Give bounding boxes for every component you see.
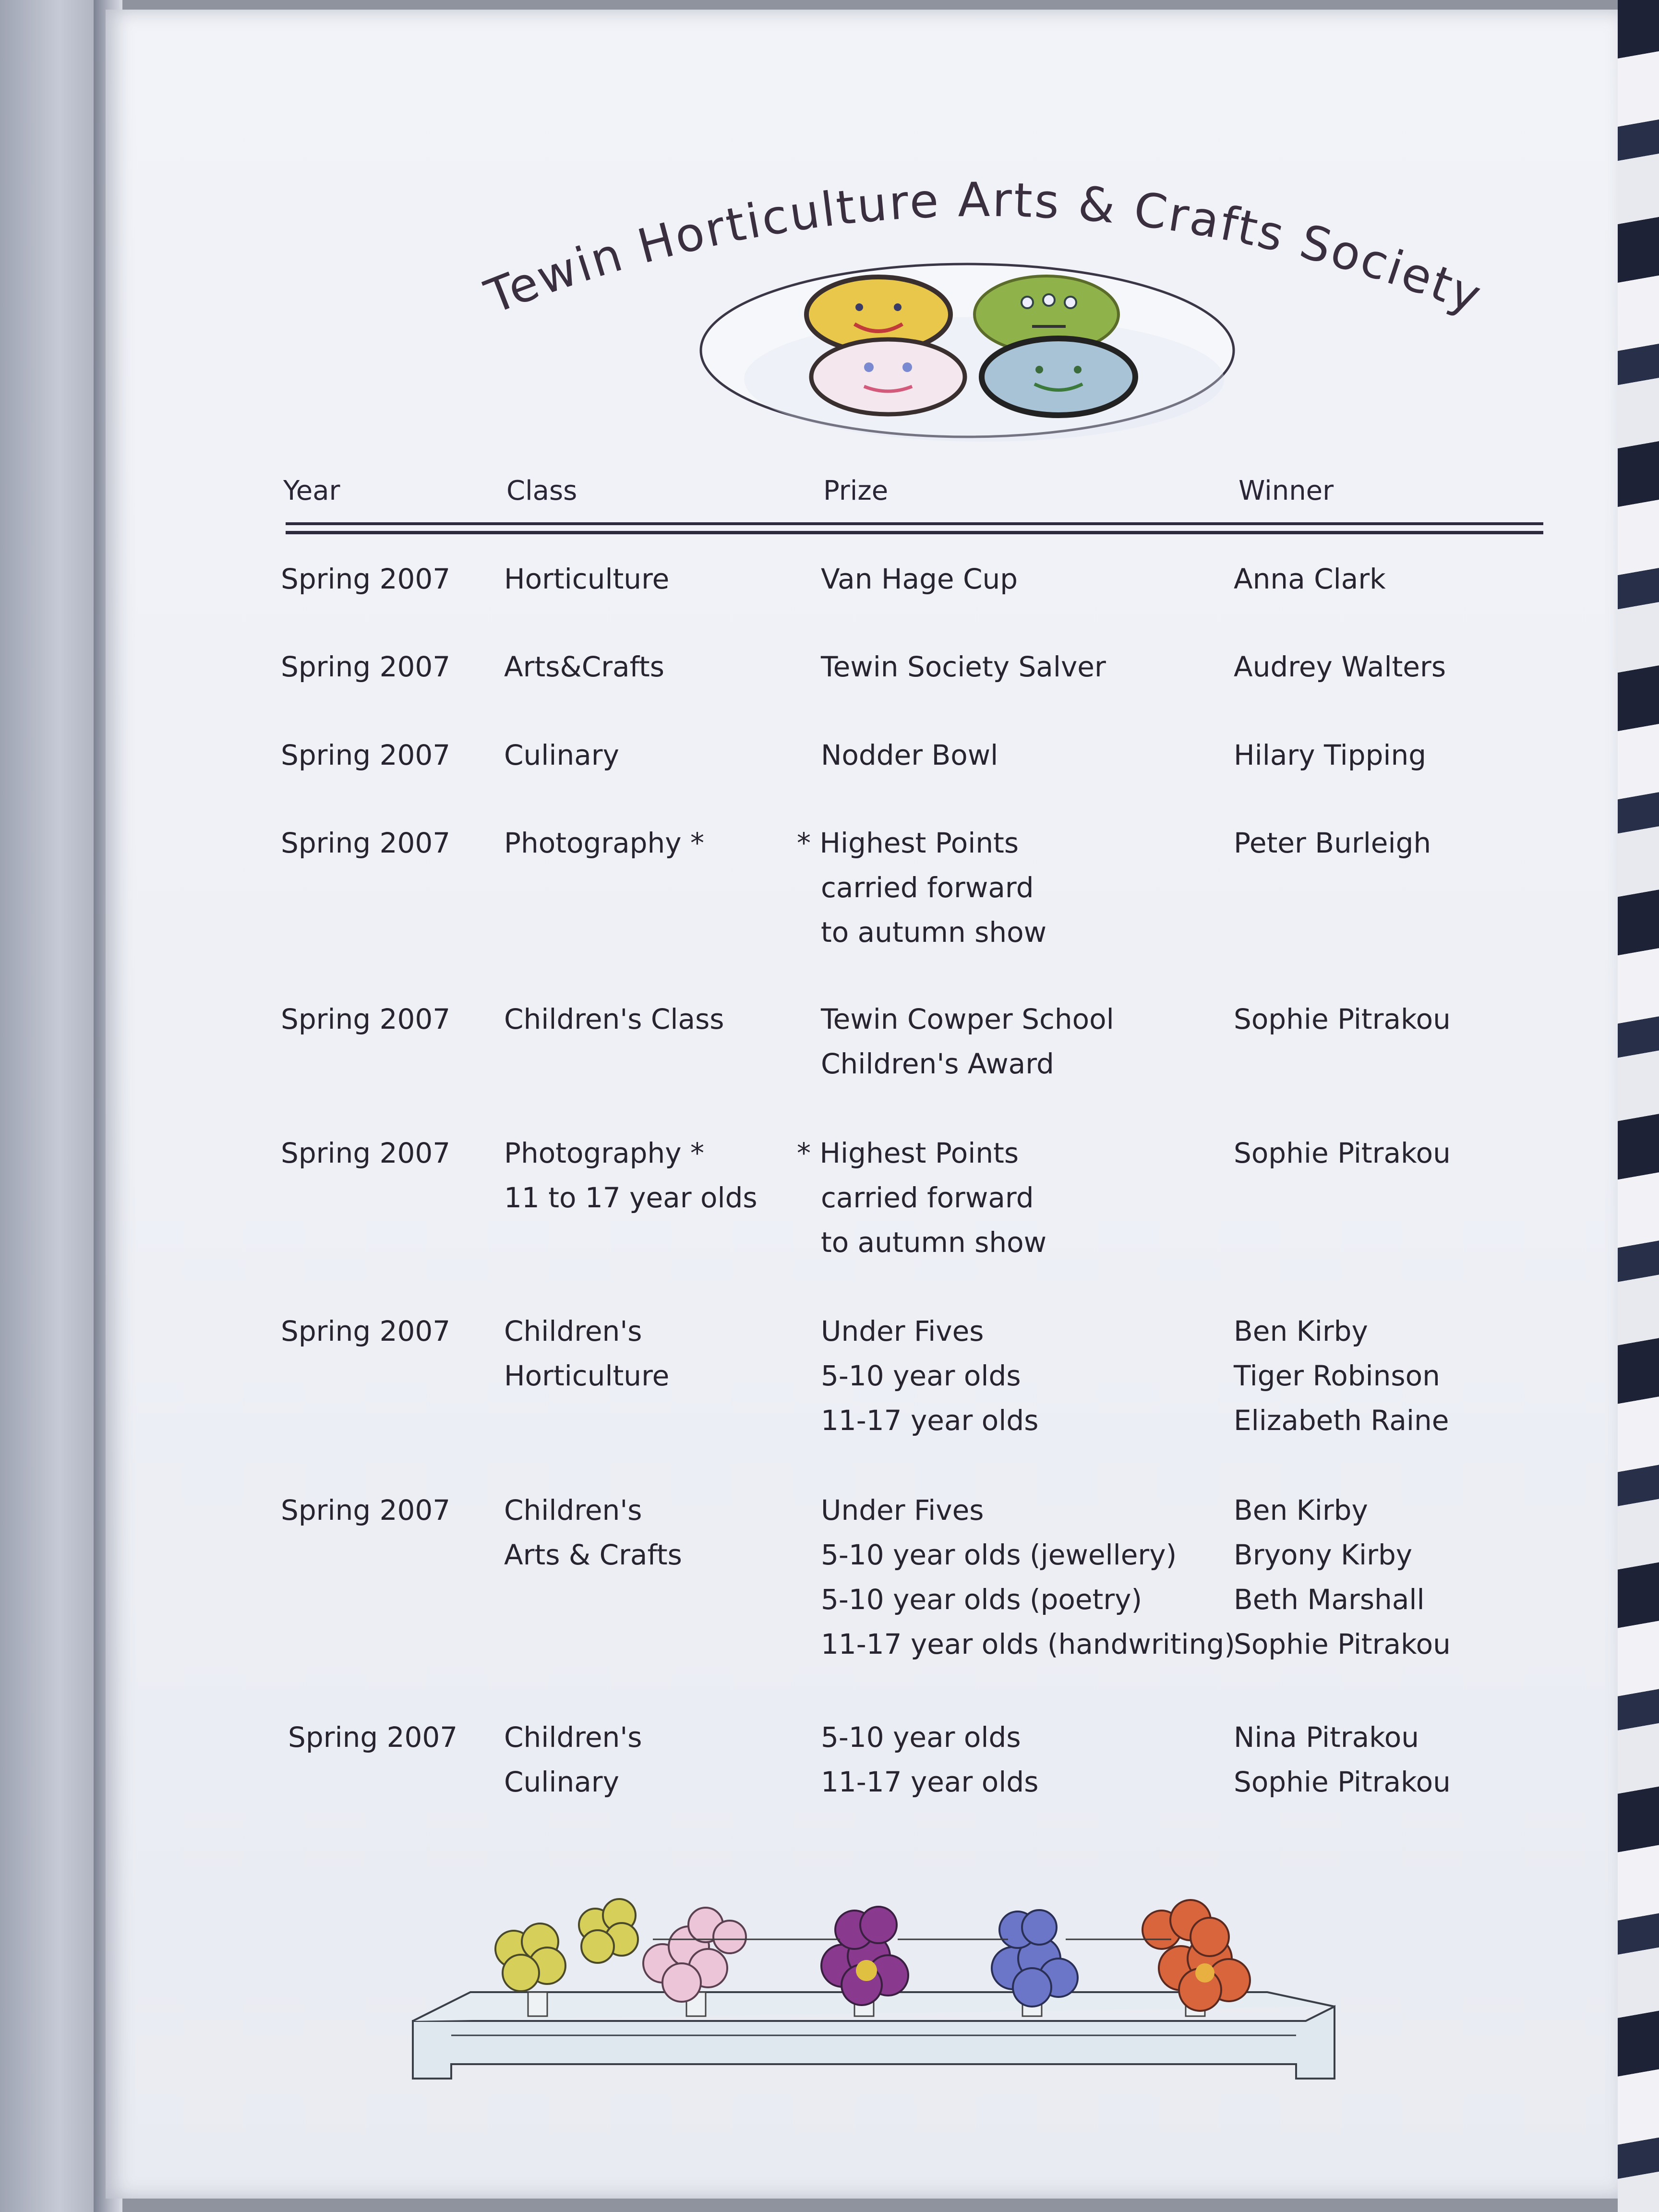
cell-winner — [1234, 645, 1446, 689]
header-rule-bottom — [286, 531, 1543, 534]
facing-page — [0, 0, 108, 2212]
cell-winner — [1234, 557, 1386, 601]
prize-line: to autumn show — [821, 916, 1047, 949]
cell-winner — [1234, 733, 1426, 778]
winner-line: Sophie Pitrakou — [1234, 1003, 1451, 1035]
winner-line: Elizabeth Raine — [1234, 1404, 1449, 1437]
column-header-class: Class — [506, 475, 577, 506]
class-line: Children's Class — [504, 1003, 724, 1035]
prize-line: 5-10 year olds — [821, 1721, 1021, 1754]
cell-winner — [1234, 1715, 1451, 1804]
cell-winner — [1234, 1488, 1451, 1667]
cell-prize — [797, 1131, 1046, 1265]
title-text: Tewin Horticulture Arts & Crafts Society — [480, 172, 1488, 325]
plate-illustration — [696, 230, 1238, 446]
cell-year: Spring 2007 — [281, 563, 451, 595]
cell-year: Spring 2007 — [281, 739, 451, 771]
cell-prize — [821, 1309, 1038, 1443]
prize-line: 5-10 year olds (jewellery) — [821, 1539, 1177, 1571]
winner-line: Beth Marshall — [1234, 1583, 1425, 1616]
cell-class — [504, 1715, 642, 1804]
prize-line: 11-17 year olds (handwriting) — [821, 1628, 1235, 1660]
background-fabric — [1618, 0, 1659, 2212]
winner-line: Sophie Pitrakou — [1234, 1628, 1451, 1660]
cell-year: Spring 2007 — [281, 827, 451, 859]
cell-prize — [797, 821, 1046, 955]
winner-line: Anna Clark — [1234, 563, 1386, 595]
winner-line: Sophie Pitrakou — [1234, 1766, 1451, 1798]
winner-line: Hilary Tipping — [1234, 739, 1427, 771]
prize-line: 5-10 year olds — [821, 1359, 1021, 1392]
winner-line: Ben Kirby — [1234, 1315, 1368, 1347]
prize-line: Children's Award — [821, 1047, 1054, 1080]
book-page — [106, 10, 1618, 2199]
class-line: Culinary — [504, 1766, 619, 1798]
prize-line: to autumn show — [821, 1226, 1047, 1259]
cell-year: Spring 2007 — [288, 1721, 458, 1754]
class-line: 11 to 17 year olds — [504, 1181, 757, 1214]
column-header-year: Year — [283, 475, 340, 506]
cell-year: Spring 2007 — [281, 1003, 451, 1035]
cell-class — [504, 1488, 682, 1577]
class-line: Photography * — [504, 827, 704, 859]
cell-class — [504, 1309, 669, 1398]
winner-line: Peter Burleigh — [1234, 827, 1431, 859]
winner-line: Sophie Pitrakou — [1234, 1137, 1451, 1169]
class-line: Children's — [504, 1721, 642, 1754]
prize-line: 11-17 year olds — [821, 1766, 1039, 1798]
class-line: Children's — [504, 1315, 642, 1347]
class-line: Horticulture — [504, 1359, 670, 1392]
cell-prize — [821, 733, 998, 778]
cell-winner — [1234, 1131, 1451, 1176]
winner-line: Tiger Robinson — [1234, 1359, 1440, 1392]
cell-year: Spring 2007 — [281, 1494, 451, 1527]
winner-line: Ben Kirby — [1234, 1494, 1368, 1527]
column-header-prize: Prize — [823, 475, 889, 506]
prize-line: * Highest Points — [797, 1137, 1019, 1169]
cell-class — [504, 645, 664, 689]
class-line: Children's — [504, 1494, 642, 1527]
prize-line: Under Fives — [821, 1494, 984, 1527]
winner-line: Nina Pitrakou — [1234, 1721, 1419, 1754]
cell-prize — [821, 1715, 1038, 1804]
column-header-winner: Winner — [1238, 475, 1334, 506]
cell-prize — [821, 645, 1106, 689]
prize-line: Under Fives — [821, 1315, 984, 1347]
prize-line: Nodder Bowl — [821, 739, 998, 771]
cell-prize — [821, 1488, 1235, 1667]
cell-year: Spring 2007 — [281, 650, 451, 683]
table-header — [106, 475, 1618, 514]
prize-line: Van Hage Cup — [821, 563, 1018, 595]
prize-line: Tewin Society Salver — [821, 650, 1106, 683]
prize-line: * Highest Points — [797, 827, 1019, 859]
class-line: Arts&Crafts — [504, 650, 664, 683]
cell-winner — [1234, 1309, 1449, 1443]
cell-class — [504, 1131, 757, 1220]
cell-class — [504, 997, 724, 1042]
prize-line: Tewin Cowper School — [821, 1003, 1114, 1035]
cell-class — [504, 733, 619, 778]
cell-winner — [1234, 997, 1451, 1042]
cell-year: Spring 2007 — [281, 1315, 451, 1347]
prize-line: 11-17 year olds — [821, 1404, 1039, 1437]
prize-line: carried forward — [821, 1181, 1034, 1214]
class-line: Arts & Crafts — [504, 1539, 682, 1571]
class-line: Horticulture — [504, 563, 670, 595]
prize-line: carried forward — [821, 871, 1034, 904]
prize-line: 5-10 year olds (poetry) — [821, 1583, 1142, 1616]
cell-year: Spring 2007 — [281, 1137, 451, 1169]
class-line: Photography * — [504, 1137, 704, 1169]
flower-stand-illustration — [394, 1853, 1354, 2103]
winner-line: Audrey Walters — [1234, 650, 1446, 683]
cell-winner — [1234, 821, 1431, 866]
cell-prize — [821, 997, 1114, 1086]
header-rule-top — [286, 522, 1543, 525]
cell-class — [504, 557, 669, 601]
cell-prize — [821, 557, 1018, 601]
winner-line: Bryony Kirby — [1234, 1539, 1413, 1571]
class-line: Culinary — [504, 739, 619, 771]
cell-class — [504, 821, 704, 866]
